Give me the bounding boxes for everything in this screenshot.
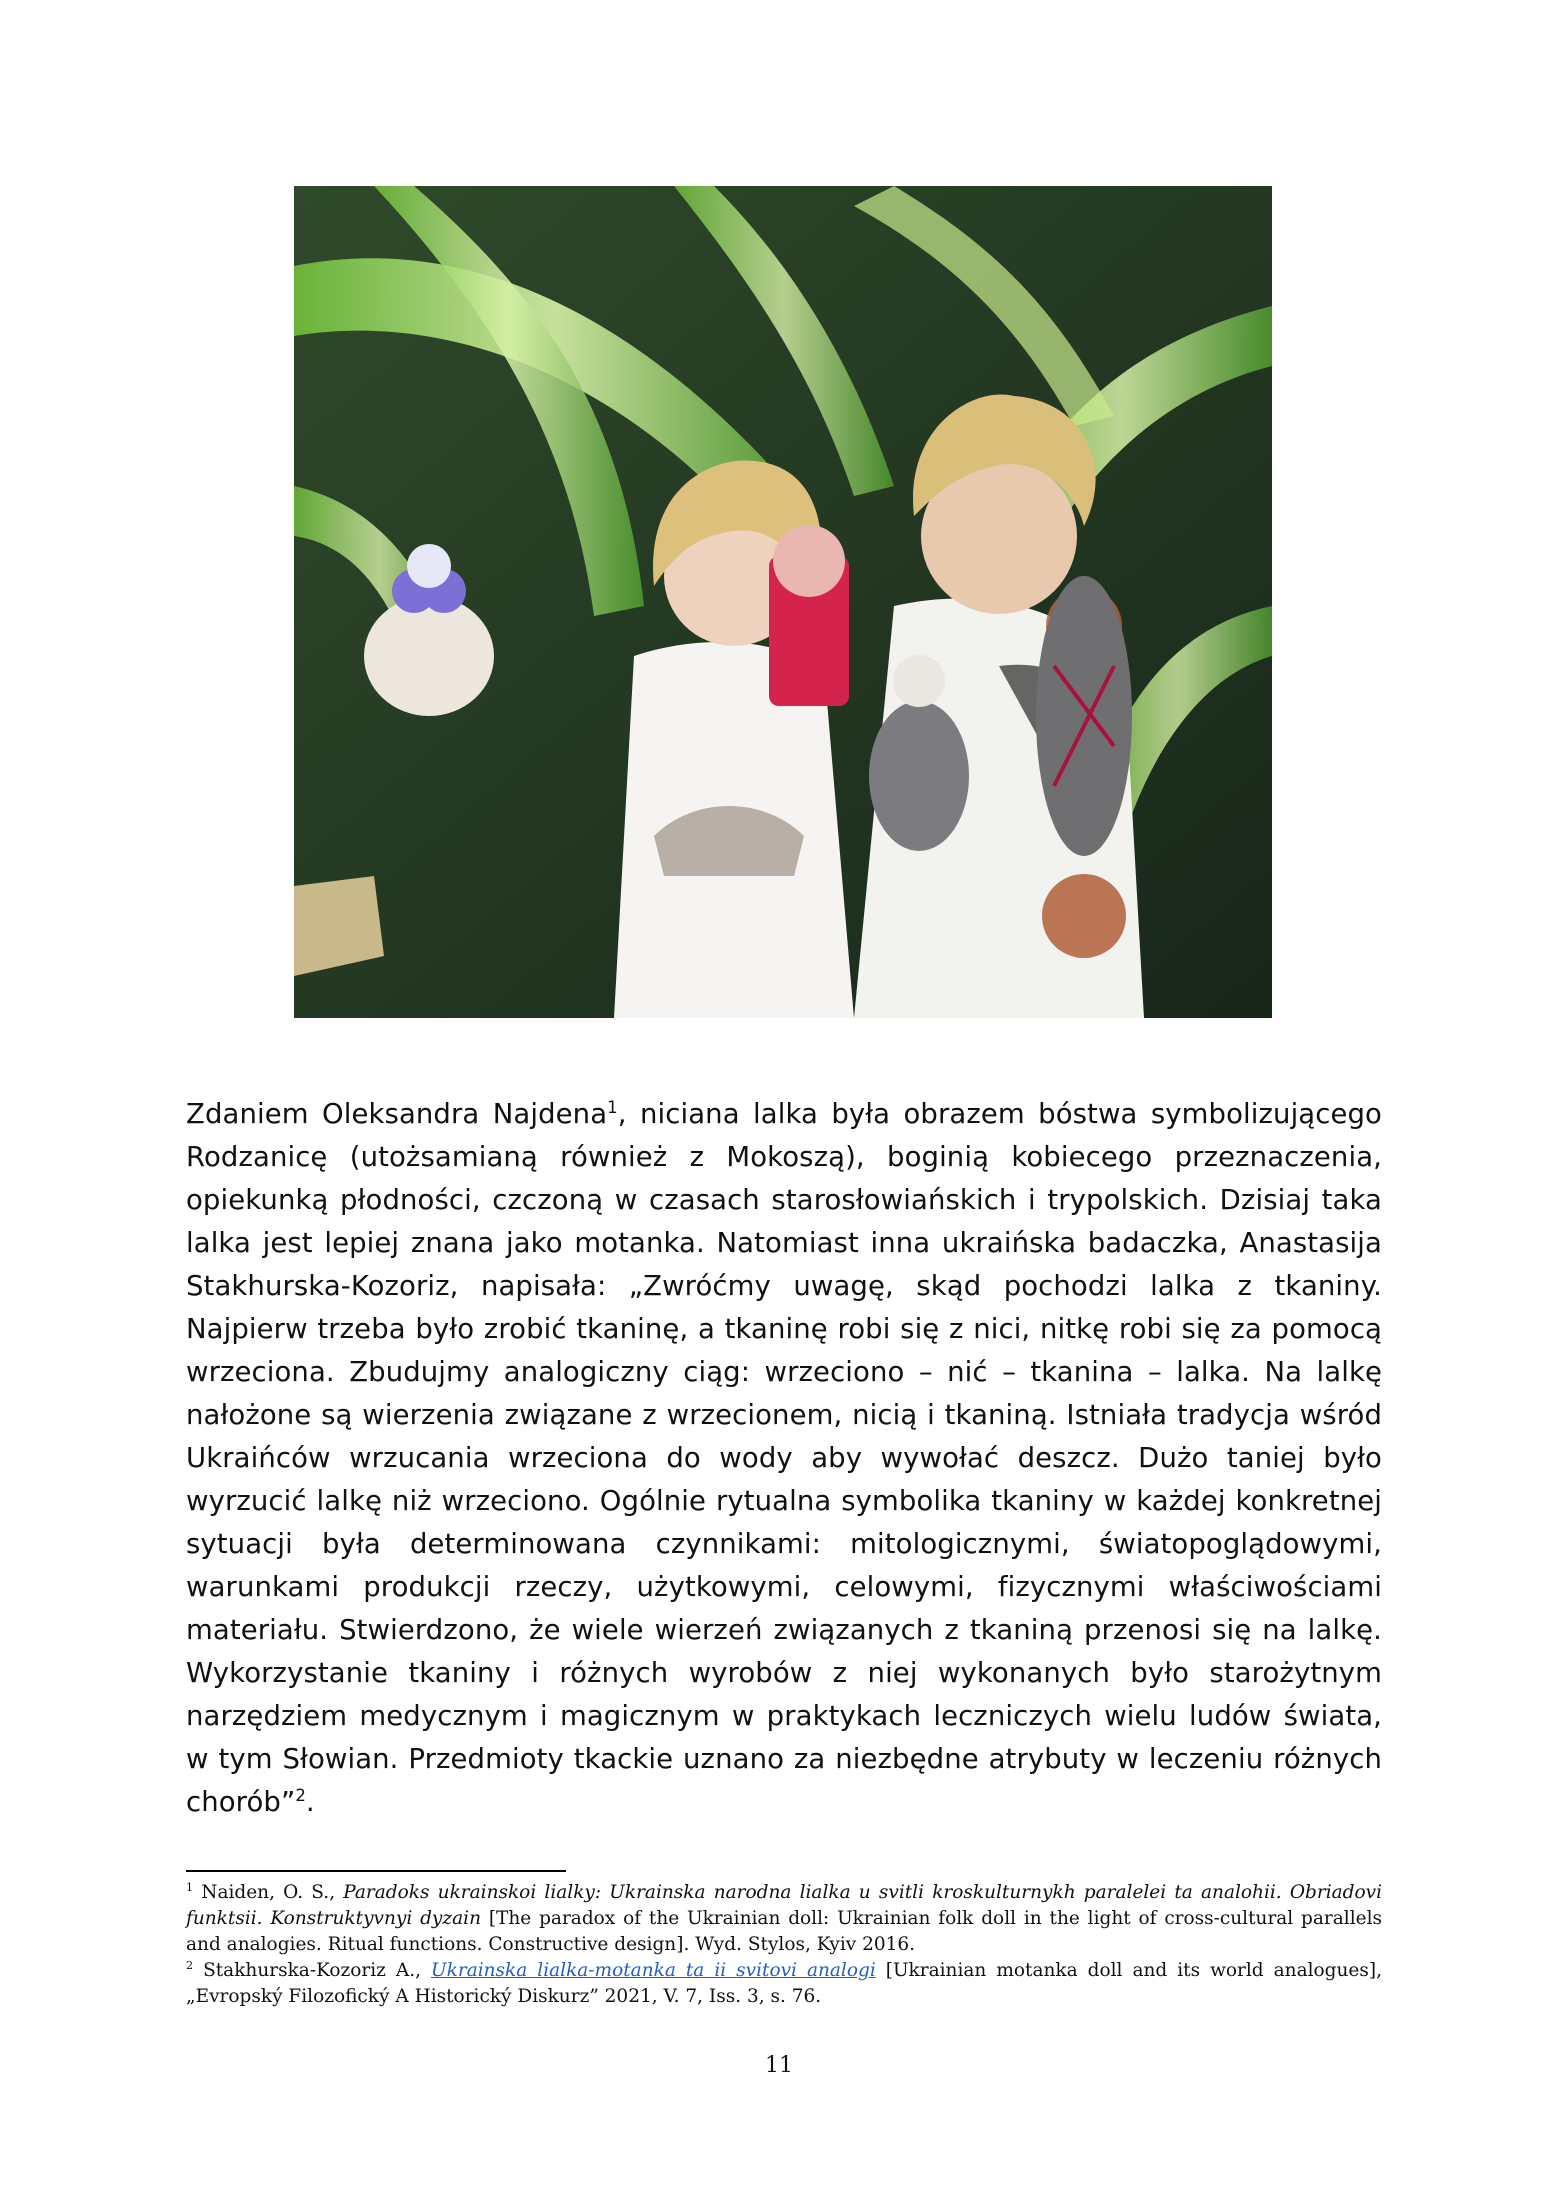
photo-illustration xyxy=(294,186,1272,1018)
footnote-rest: [The paradox of the Ukrainian doll: Ukrainian folk doll in the light of cross-cultural parallels and analogies. Ritual functions. Constructive design]. Wyd. Stylos, Kyiv 2016. xyxy=(186,1908,1382,1955)
footnote-rest: [Ukrainian motanka doll and its world analogues], „Evropský Filozofický A Historický Diskurz” 2021, V. 7, Iss. 3, s. 76. xyxy=(186,1960,1382,2007)
footnote-author: Naiden, O. S., xyxy=(201,1882,336,1903)
footnote-ref-1[interactable]: 1 xyxy=(607,1097,618,1117)
footnote-number: 2 xyxy=(186,1958,194,1972)
footnotes xyxy=(186,1880,1382,2010)
footnote-1 xyxy=(186,1880,1382,1958)
photo-children-with-motanka-dolls xyxy=(294,186,1272,1018)
footnote-2 xyxy=(186,1958,1382,2010)
footnote-author: Stakhurska-Kozoriz A., xyxy=(203,1960,422,1981)
paragraph-text-3: . xyxy=(305,1785,315,1818)
footnote-number: 1 xyxy=(186,1880,194,1894)
footnote-title: Paradoks ukrainskoi lialky: Ukrainska narodna lialka u svitli kroskulturnykh paralelei ta analohii. Obriadovi funktsii. Konstruktyvnyi dyzain xyxy=(186,1882,1382,1929)
footnote-link[interactable]: Ukrainska lialka-motanka ta ii svitovi analogi xyxy=(431,1960,876,1981)
footnote-ref-2[interactable]: 2 xyxy=(295,1785,306,1805)
paragraph-text-2: , niciana lalka była obrazem bóstwa symbolizującego Rodzanicę (utożsamianą również z Mokoszą), boginią kobiecego przeznaczenia, opiekunką płodności, czczoną w czasach starosłowiańskich i trypolskich. Dzisiaj taka lalka jest lepiej znana jako motanka. Natomiast inna ukraińska badaczka, Anastasija Stakhurska-Kozoriz, napisała: „Zwróćmy uwagę, skąd pochodzi lalka z tkaniny. Najpierw trzeba było zrobić tkaninę, a tkaninę robi się z nici, nitkę robi się za pomocą wrzeciona. Zbudujmy analogiczny ciąg: wrzeciono – nić – tkanina – lalka. Na lalkę nałożone są wierzenia związane z wrzecionem, nicią i tkaniną. Istniała tradycja wśród Ukraińców wrzucania wrzeciona do wody aby wywołać deszcz. Dużo taniej było wyrzucić lalkę niż wrzeciono. Ogólnie rytualna symbolika tkaniny w każdej konkretnej sytuacji była determinowana czynnikami: mitologicznymi, światopoglądowymi, warunkami produkcji rzeczy, użytkowymi, celowymi, fizycznymi właściwościami materiału. Stwierdzono, że wiele wierzeń związanych z tkaniną przenosi się na lalkę. Wykorzystanie tkaniny i różnych wyrobów z niej wykonanych było starożytnym narzędziem medycznym i magicznym w praktykach leczniczych wielu ludów świata, w tym Słowian. Przedmioty tkackie uznano za niezbędne atrybuty w leczeniu różnych chorób” xyxy=(186,1097,1382,1818)
paragraph-text-1: Zdaniem Oleksandra Najdena xyxy=(186,1097,608,1130)
page-number: 11 xyxy=(765,2053,793,2078)
main-paragraph xyxy=(186,1093,1382,1824)
footnote-separator xyxy=(186,1870,566,1872)
